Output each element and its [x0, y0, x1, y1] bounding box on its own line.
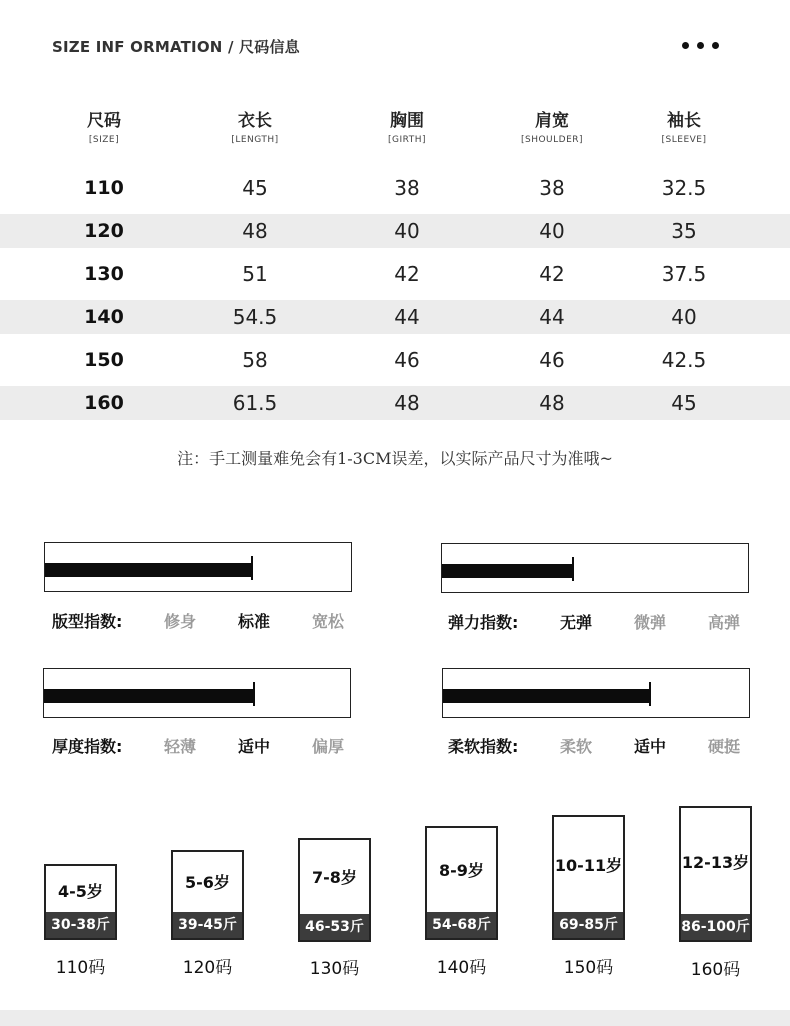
size-code-label: 130码	[309, 959, 360, 979]
dot-icon	[697, 42, 704, 49]
index-meter	[43, 668, 351, 718]
index-meter	[44, 542, 352, 592]
index-label: 版型指数:	[52, 612, 123, 631]
age-range: 4-5岁	[58, 882, 103, 901]
index-level-marker	[251, 556, 253, 580]
size-code-label: 110码	[55, 958, 106, 978]
index-option: 柔软	[559, 737, 592, 756]
measurement-cell: 46	[539, 348, 565, 372]
dot-icon	[682, 42, 689, 49]
index-level-bar	[45, 563, 252, 577]
table-row	[0, 343, 790, 377]
index-option: 轻薄	[163, 737, 196, 756]
size-cell: 160	[84, 392, 124, 414]
measurement-cell: 42	[539, 262, 565, 286]
index-option: 标准	[237, 612, 270, 631]
index-option: 适中	[237, 737, 270, 756]
index-option: 高弹	[707, 613, 740, 632]
column-header-en: [GIRTH]	[387, 135, 426, 145]
index-option: 硬挺	[707, 737, 740, 756]
column-header-zh: 尺码	[87, 111, 121, 131]
index-option: 偏厚	[311, 737, 344, 756]
age-size-box	[552, 815, 625, 940]
measurement-cell: 38	[394, 176, 420, 200]
index-option: 修身	[163, 612, 196, 631]
measurement-cell: 44	[394, 305, 420, 329]
column-header-en: [LENGTH]	[231, 135, 279, 145]
size-code-label: 160码	[690, 960, 741, 980]
column-header-zh: 衣长	[238, 111, 272, 131]
age-range: 12-13岁	[681, 853, 750, 872]
weight-range: 86-100斤	[681, 914, 750, 940]
size-code-label: 150码	[563, 958, 614, 978]
index-meter	[442, 668, 750, 718]
index-label: 弹力指数:	[448, 613, 519, 632]
column-header-en: [SLEEVE]	[661, 135, 707, 145]
measurement-cell: 45	[242, 176, 268, 200]
table-row	[0, 214, 790, 248]
column-header-zh: 肩宽	[535, 111, 569, 131]
column-header	[195, 110, 315, 145]
measurement-cell: 45	[671, 391, 697, 415]
index-level-marker	[572, 557, 574, 581]
index-meter	[441, 543, 749, 593]
measurement-cell: 58	[242, 348, 268, 372]
measurement-cell: 40	[394, 219, 420, 243]
age-range: 8-9岁	[439, 861, 484, 880]
index-level-bar	[443, 689, 650, 703]
measurement-cell: 61.5	[232, 391, 278, 415]
measurement-cell: 42	[394, 262, 420, 286]
age-size-box	[298, 838, 371, 942]
measurement-cell: 40	[539, 219, 565, 243]
table-row	[0, 171, 790, 205]
measurement-cell: 37.5	[661, 262, 707, 286]
measurement-cell: 38	[539, 176, 565, 200]
age-size-box	[171, 850, 244, 940]
measurement-cell: 48	[242, 219, 268, 243]
weight-range: 39-45斤	[173, 912, 242, 938]
size-code-label: 120码	[182, 958, 233, 978]
index-option: 无弹	[559, 613, 592, 632]
measurement-cell: 54.5	[232, 305, 278, 329]
age-size-box	[679, 806, 752, 942]
weight-range: 30-38斤	[46, 912, 115, 938]
measurement-cell: 44	[539, 305, 565, 329]
size-cell: 150	[84, 349, 124, 371]
bottom-divider	[0, 1010, 790, 1026]
column-header-zh: 袖长	[667, 111, 701, 131]
more-options-icon[interactable]	[680, 42, 724, 52]
index-option: 宽松	[311, 612, 344, 631]
weight-range: 54-68斤	[427, 912, 496, 938]
page-title: SIZE INF ORMATION / 尺码信息	[52, 38, 300, 56]
measurement-cell: 40	[671, 305, 697, 329]
measurement-note: 注：手工测量难免会有1-3CM误差，以实际产品尺寸为准哦~	[177, 449, 613, 468]
measurement-cell: 48	[539, 391, 565, 415]
index-level-marker	[649, 682, 651, 706]
index-level-bar	[44, 689, 254, 703]
age-range: 10-11岁	[554, 856, 623, 875]
measurement-cell: 51	[242, 262, 268, 286]
age-size-box	[425, 826, 498, 940]
index-level-marker	[253, 682, 255, 706]
index-option: 适中	[633, 737, 666, 756]
measurement-cell: 42.5	[661, 348, 707, 372]
column-header-en: [SIZE]	[88, 135, 120, 145]
size-cell: 110	[84, 177, 124, 199]
table-row	[0, 257, 790, 291]
weight-range: 46-53斤	[300, 914, 369, 940]
column-header-en: [SHOULDER]	[520, 135, 584, 145]
column-header	[624, 110, 744, 145]
size-code-label: 140码	[436, 958, 487, 978]
index-label: 柔软指数:	[448, 737, 519, 756]
size-cell: 140	[84, 306, 124, 328]
size-cell: 130	[84, 263, 124, 285]
column-header	[492, 110, 612, 145]
dot-icon	[712, 42, 719, 49]
table-row	[0, 300, 790, 334]
size-cell: 120	[84, 220, 124, 242]
measurement-cell: 35	[671, 219, 697, 243]
age-range: 7-8岁	[312, 868, 357, 887]
age-size-box	[44, 864, 117, 940]
column-header	[44, 110, 164, 145]
column-header	[347, 110, 467, 145]
measurement-cell: 32.5	[661, 176, 707, 200]
measurement-cell: 46	[394, 348, 420, 372]
age-range: 5-6岁	[185, 873, 230, 892]
measurement-cell: 48	[394, 391, 420, 415]
column-header-zh: 胸围	[390, 111, 424, 131]
index-level-bar	[442, 564, 573, 578]
index-option: 微弹	[633, 613, 666, 632]
index-label: 厚度指数:	[52, 737, 123, 756]
weight-range: 69-85斤	[554, 912, 623, 938]
table-row	[0, 386, 790, 420]
